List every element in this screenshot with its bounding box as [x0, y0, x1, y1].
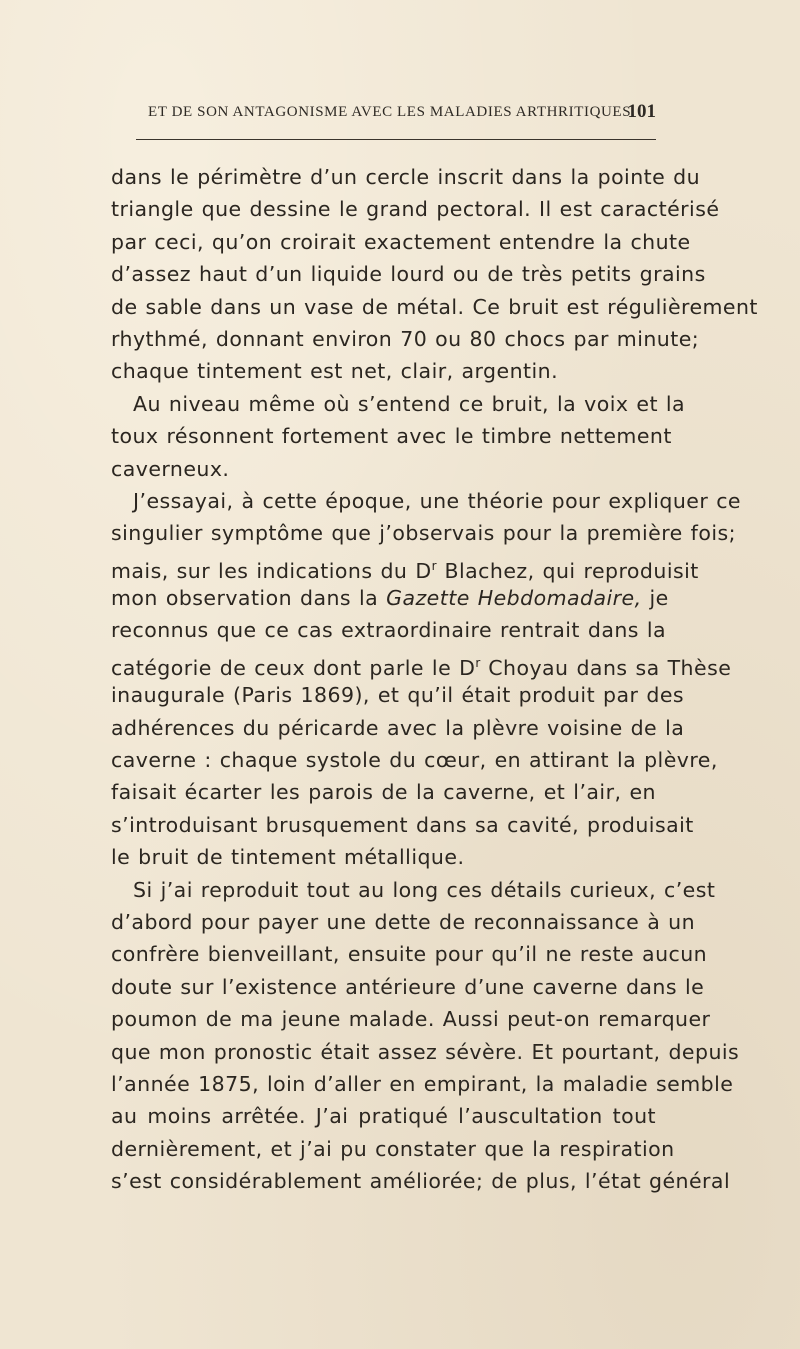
text-line: par ceci, qu’on croirait exactement entendre la chute	[111, 229, 691, 254]
superscript: r	[431, 558, 437, 573]
text-line: poumon de ma jeune malade. Aussi peut-on remarquer	[111, 1007, 711, 1032]
text-line	[111, 550, 699, 583]
text-line: chaque tintement est net, clair, argentin.	[111, 359, 559, 384]
text-line: reconnus que ce cas extraordinaire rentrait dans la	[111, 618, 667, 643]
text-run: Choyau dans sa Thèse	[480, 655, 732, 680]
text-line: faisait écarter les parois de la caverne, et l’air, en	[111, 780, 656, 805]
text-line: caverneux.	[111, 456, 230, 481]
text-run: je	[641, 586, 669, 611]
text-line: confrère bienveillant, ensuite pour qu’il ne reste aucun	[111, 942, 708, 967]
text-run: mon observation dans la	[111, 586, 387, 611]
paragraph-first-line: Au niveau même où s’entend ce bruit, la voix et la	[133, 391, 686, 416]
text-line	[111, 647, 732, 680]
text-line: adhérences du péricarde avec la plèvre voisine de la	[111, 715, 685, 740]
page-number: 101	[627, 101, 656, 122]
header-rule	[136, 139, 656, 140]
text-line: rhythmé, donnant environ 70 ou 80 chocs par minute;	[111, 326, 700, 351]
text-line: caverne : chaque systole du cœur, en attirant la plèvre,	[111, 748, 718, 773]
text-line: triangle que dessine le grand pectoral. Il est caractérisé	[111, 197, 720, 222]
text-run: catégorie de ceux dont parle le D	[111, 655, 476, 680]
text-line: s’est considérablement améliorée; de plus, l’état général	[111, 1169, 731, 1194]
text-line: inaugurale (Paris 1869), et qu’il était produit par des	[111, 683, 685, 708]
text-line: dans le périmètre d’un cercle inscrit dans la pointe du	[111, 165, 701, 189]
text-line: d’assez haut d’un liquide lourd ou de très petits grains	[111, 262, 706, 287]
text-line: d’abord pour payer une dette de reconnaissance à un	[111, 909, 696, 934]
text-line	[111, 582, 669, 614]
paragraph-first-line: Si j’ai reproduit tout au long ces détails curieux, c’est	[133, 877, 716, 902]
running-head	[148, 101, 656, 126]
text-line: toux résonnent fortement avec le timbre nettement	[111, 424, 672, 449]
text-line: de sable dans un vase de métal. Ce bruit est régulièrement	[111, 294, 758, 319]
text-line: l’année 1875, loin d’aller en empirant, la maladie semble	[111, 1071, 734, 1096]
paragraph-first-line: J’essayai, à cette époque, une théorie pour expliquer ce	[133, 488, 741, 513]
journal-title: Gazette Hebdomadaire,	[386, 586, 642, 611]
text-line: le bruit de tintement métallique.	[111, 845, 465, 870]
superscript: r	[475, 655, 481, 670]
text-line: doute sur l’existence antérieure d’une caverne dans le	[111, 974, 705, 999]
text-line: au moins arrêtée. J’ai pratiqué l’auscultation tout	[111, 1104, 656, 1129]
running-head-title: ET DE SON ANTAGONISME AVEC LES MALADIES ARTHRITIQUES.	[148, 104, 636, 120]
text-line: singulier symptôme que j’observais pour la première fois;	[111, 521, 736, 546]
text-line: dernièrement, et j’ai pu constater que la respiration	[111, 1136, 675, 1161]
text-run: mais, sur les indications du D	[111, 558, 432, 583]
text-line: que mon pronostic était assez sévère. Et pourtant, depuis	[111, 1039, 740, 1064]
text-run: Blachez, qui reproduisit	[436, 558, 699, 583]
body-text	[111, 161, 758, 1198]
text-line: s’introduisant brusquement dans sa cavité, produisait	[111, 812, 694, 837]
